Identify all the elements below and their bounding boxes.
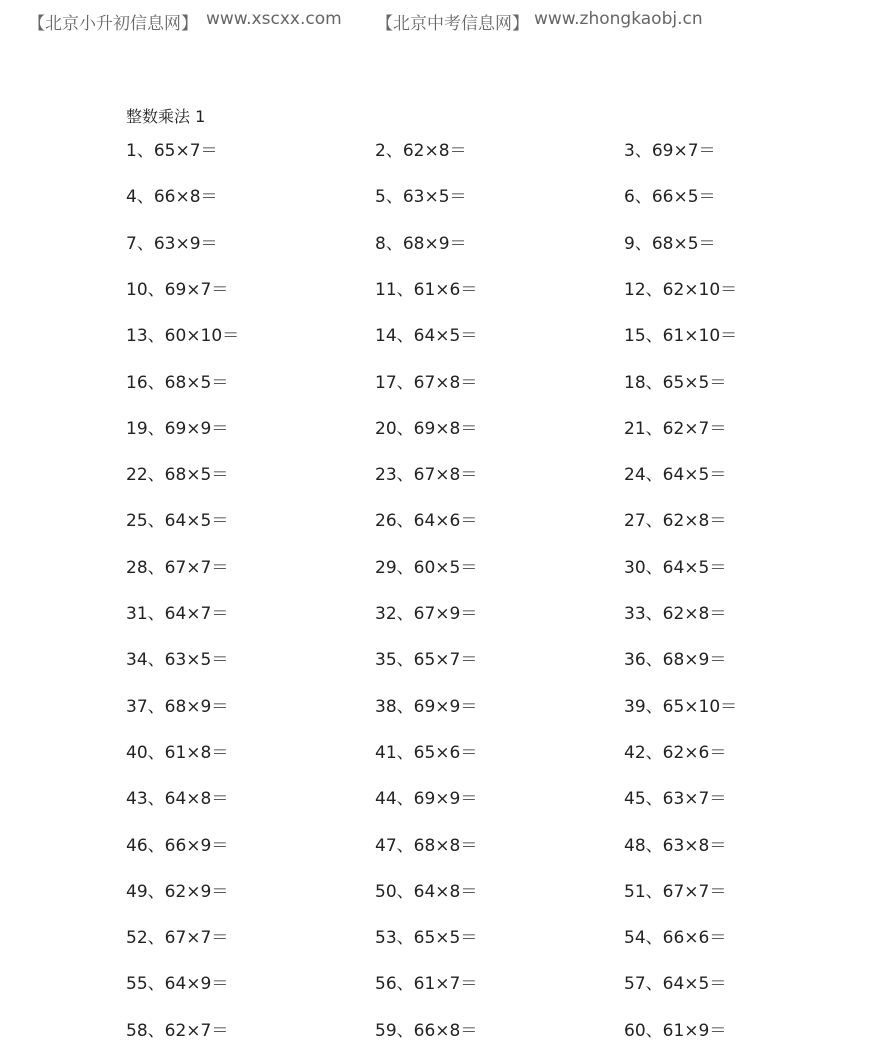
- problem-item: 18、65×5＝: [624, 373, 727, 393]
- problem-item: 8、68×9＝: [375, 234, 467, 254]
- problem-item: 53、65×5＝: [375, 928, 478, 948]
- problem-item: 29、60×5＝: [375, 558, 478, 578]
- problem-item: 56、61×7＝: [375, 974, 478, 994]
- problem-item: 27、62×8＝: [624, 511, 727, 531]
- problem-item: 48、63×8＝: [624, 836, 727, 856]
- problem-item: 36、68×9＝: [624, 650, 727, 670]
- problem-item: 51、67×7＝: [624, 882, 727, 902]
- problem-item: 1、65×7＝: [126, 141, 218, 161]
- problem-item: 39、65×10＝: [624, 697, 738, 717]
- problem-item: 60、61×9＝: [624, 1021, 727, 1041]
- problem-item: 58、62×7＝: [126, 1021, 229, 1041]
- problem-item: 40、61×8＝: [126, 743, 229, 763]
- problem-item: 34、63×5＝: [126, 650, 229, 670]
- header-url-zhongkao[interactable]: www.zhongkaobj.cn: [534, 9, 703, 29]
- problem-item: 19、69×9＝: [126, 419, 229, 439]
- problem-item: 30、64×5＝: [624, 558, 727, 578]
- problem-item: 49、62×9＝: [126, 882, 229, 902]
- problem-item: 57、64×5＝: [624, 974, 727, 994]
- worksheet-title: 整数乘法 1: [126, 107, 206, 126]
- problem-item: 14、64×5＝: [375, 326, 478, 346]
- problem-item: 50、64×8＝: [375, 882, 478, 902]
- problem-item: 5、63×5＝: [375, 187, 467, 207]
- problem-item: 16、68×5＝: [126, 373, 229, 393]
- problem-item: 54、66×6＝: [624, 928, 727, 948]
- problem-item: 23、67×8＝: [375, 465, 478, 485]
- problem-item: 3、69×7＝: [624, 141, 716, 161]
- header-site-name-zhongkao: 【北京中考信息网】: [376, 14, 529, 34]
- problem-item: 15、61×10＝: [624, 326, 738, 346]
- problem-item: 38、69×9＝: [375, 697, 478, 717]
- problem-item: 10、69×7＝: [126, 280, 229, 300]
- problem-item: 41、65×6＝: [375, 743, 478, 763]
- problem-item: 59、66×8＝: [375, 1021, 478, 1041]
- problem-item: 20、69×8＝: [375, 419, 478, 439]
- problem-item: 25、64×5＝: [126, 511, 229, 531]
- problem-item: 11、61×6＝: [375, 280, 478, 300]
- problem-item: 28、67×7＝: [126, 558, 229, 578]
- problem-item: 47、68×8＝: [375, 836, 478, 856]
- problem-item: 26、64×6＝: [375, 511, 478, 531]
- header-url-xscxx[interactable]: www.xscxx.com: [206, 9, 342, 29]
- problem-item: 4、66×8＝: [126, 187, 218, 207]
- problem-item: 46、66×9＝: [126, 836, 229, 856]
- problem-item: 42、62×6＝: [624, 743, 727, 763]
- problem-item: 13、60×10＝: [126, 326, 240, 346]
- problem-item: 43、64×8＝: [126, 789, 229, 809]
- problem-item: 6、66×5＝: [624, 187, 716, 207]
- problem-item: 37、68×9＝: [126, 697, 229, 717]
- problem-item: 17、67×8＝: [375, 373, 478, 393]
- problem-item: 31、64×7＝: [126, 604, 229, 624]
- problem-item: 12、62×10＝: [624, 280, 738, 300]
- problem-item: 55、64×9＝: [126, 974, 229, 994]
- problem-item: 22、68×5＝: [126, 465, 229, 485]
- problem-item: 33、62×8＝: [624, 604, 727, 624]
- problem-item: 24、64×5＝: [624, 465, 727, 485]
- problem-item: 7、63×9＝: [126, 234, 218, 254]
- header-site-name-xscxx: 【北京小升初信息网】: [28, 14, 198, 34]
- problem-item: 52、67×7＝: [126, 928, 229, 948]
- problem-item: 35、65×7＝: [375, 650, 478, 670]
- problem-item: 45、63×7＝: [624, 789, 727, 809]
- problem-item: 32、67×9＝: [375, 604, 478, 624]
- problem-item: 44、69×9＝: [375, 789, 478, 809]
- problem-item: 2、62×8＝: [375, 141, 467, 161]
- problem-item: 21、62×7＝: [624, 419, 727, 439]
- problem-item: 9、68×5＝: [624, 234, 716, 254]
